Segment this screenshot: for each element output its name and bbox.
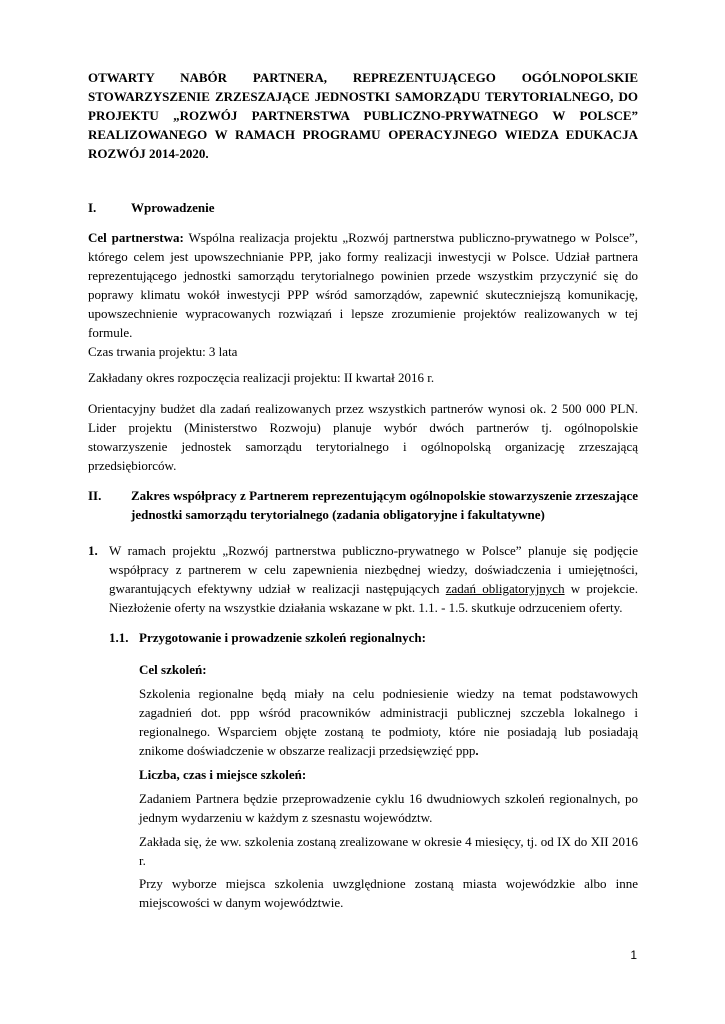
point-1-text-start: W ramach projektu „Rozwój partnerstwa publiczno-prywatnego w Polsce” planuje się podjęcie współpracy z partnerem w celu zapewnienia niezbędnej wiedzy, doświadczenia i umiejętności, gwarantujących efektywny udział w realizacji następujących [109, 543, 638, 596]
point-1-text-end: w projekcie. Niezłożenie oferty na wszystkie działania wskazane w pkt. 1.1. - 1.5. skutkuje odrzuceniem oferty. [109, 581, 638, 615]
point-1-number: 1. [88, 543, 98, 558]
partnership-goal-text: Wspólna realizacja projektu „Rozwój partnerstwa publiczno-prywatnego w Polsce”, którego celem jest upowszechnianie PPP, jako formy realizacji inwestycji w Polsce. Udział partnera reprezentującego jednostki samorządu terytorialnego powinien przede wszystkim przyczynić się do poprawy klimatu wokół inwestycji PPP wśród samorządów, zapewnić skuteczniejszą komunikację, upowszechnienie wypracowanych rozwiązań i lepsze zrozumienie projektów realizowanych w tej formule. [88, 230, 638, 340]
document-title: OTWARTY NABÓR PARTNERA, REPREZENTUJĄCEGO OGÓLNOPOLSKIE STOWARZYSZENIE ZRZESZAJĄCE JEDNOSTKI SAMORZĄDU TERYTORIALNEGO, DO PROJEKTU „ROZWÓJ PARTNERSTWA PUBLICZNO-PRYWATNEGO W POLSCE” REALIZOWANEGO W RAMACH PROGRAMU OPERACYJNEGO WIEDZA EDUKACJA ROZWÓJ 2014-2020. [88, 70, 638, 161]
partnership-goal-paragraph [88, 228, 638, 342]
obligatory-tasks-underlined: zadań obligatoryjnych [445, 581, 565, 596]
training-period-paragraph: Zakłada się, że ww. szkolenia zostaną zrealizowane w okresie 4 miesięcy, tj. od IX do XII 2016 r. [139, 834, 638, 868]
section-2-number: II. [88, 488, 102, 503]
training-goal-end: . [475, 743, 479, 758]
section-2-heading: Zakres współpracy z Partnerem reprezentującym ogólnopolskie stowarzyszenie zrzeszające jednostki samorządu terytorialnego (zadania obligatoryjne i fakultatywne) [131, 488, 638, 522]
training-goal-heading: Cel szkoleń: [139, 662, 207, 677]
project-duration: Czas trwania projektu: 3 lata [88, 344, 238, 359]
training-place-paragraph: Przy wyborze miejsca szkolenia uwzględnione zostaną miasta wojewódzkie albo inne miejscowości w danym województwie. [139, 876, 638, 910]
section-1-heading: Wprowadzenie [131, 200, 215, 215]
training-goal-text: Szkolenia regionalne będą miały na celu podniesienie wiedzy na temat podstawowych zagadnień dot. ppp wśród pracowników administracji publicznej szczebla lokalnego i regionalnego. Wsparciem objęte zostaną te podmioty, które nie posiadają lub posiadają znikome doświadczenie w obszarze realizacji przedsięwzięć ppp [139, 686, 638, 758]
partnership-goal-label: Cel partnerstwa: [88, 230, 184, 245]
section-1-number: I. [88, 200, 97, 215]
point-1-paragraph [109, 541, 638, 617]
budget-paragraph: Orientacyjny budżet dla zadań realizowanych przez wszystkich partnerów wynosi ok. 2 500 000 PLN. Lider projektu (Ministerstwo Rozwoju) planuje wybór dwóch partnerów tj. ogólnopolskie stowarzyszenie jednostek samorządu terytorialnego i ogólnopolską organizację zrzeszającą przedsiębiorców. [88, 401, 638, 473]
training-count-heading: Liczba, czas i miejsce szkoleń: [139, 767, 307, 782]
subsection-1-1-heading: Przygotowanie i prowadzenie szkoleń regionalnych: [139, 630, 426, 645]
project-start: Zakładany okres rozpoczęcia realizacji projektu: II kwartał 2016 r. [88, 370, 435, 385]
page-number: 1 [630, 948, 637, 962]
subsection-1-1-number: 1.1. [109, 630, 129, 645]
training-goal-paragraph [139, 684, 638, 760]
training-count-paragraph: Zadaniem Partnera będzie przeprowadzenie cyklu 16 dwudniowych szkoleń regionalnych, po jednym wydarzeniu w każdym z szesnastu województw. [139, 791, 638, 825]
